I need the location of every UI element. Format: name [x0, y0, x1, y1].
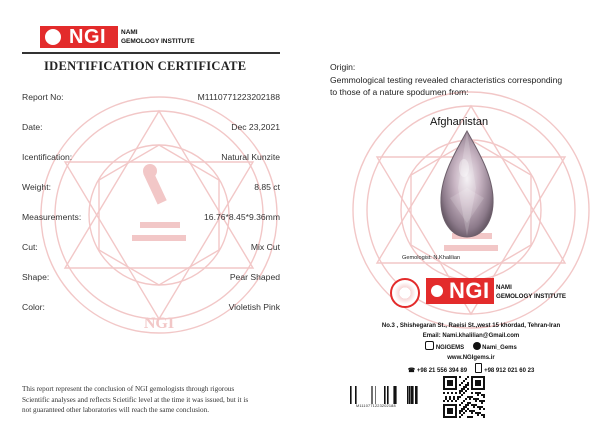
gemologist-name: Gemologist: N.Khalilian [402, 255, 461, 261]
contact-block [340, 322, 602, 377]
field-value: Pear Shaped [229, 272, 280, 282]
field-label: Report No: [22, 92, 64, 102]
contact-email: Email: Nami.khalilian@Gmail.com [422, 332, 520, 339]
origin-text-line1: Gemmological testing revealed characteristics corresponding [330, 75, 563, 85]
field-value: Mix Cut [250, 242, 280, 252]
field-value: Dec 23,2021 [231, 122, 280, 132]
field-value: 8.85 ct [254, 182, 280, 192]
instagram-icon [425, 341, 434, 350]
field-value: 16.76*8.45*9.36mm [204, 212, 280, 222]
contact-phones [340, 363, 602, 377]
qr-code-icon [443, 376, 485, 418]
ngi-emblem-icon [43, 27, 63, 47]
field-label: Shape: [22, 272, 50, 282]
disclaimer-line: Scientific analyses and reflects Scietific level at the time it was issued, but it is [22, 395, 249, 404]
disclaimer-line: This report represent the conclusion of NGI gemologists through rigorous [22, 385, 235, 393]
header-logo [40, 26, 118, 48]
logo-text: NGI [69, 25, 107, 48]
footer-logo-text: NGI [449, 278, 490, 303]
field-label: Color: [22, 302, 45, 312]
phone-icon: ☎ [407, 368, 416, 374]
origin-label: Origin: [330, 62, 356, 72]
seal-emblem-icon [390, 278, 420, 308]
field-value: M1110771223202188 [197, 92, 280, 102]
institute-line2: GEMOLOGY INSTITUTE [121, 38, 195, 45]
field-value: Natural Kunzite [221, 152, 280, 162]
field-label: Icentification: [22, 152, 73, 162]
footer-institute-name [496, 283, 566, 301]
watermark-center-text: NGI [143, 315, 175, 332]
disclaimer [22, 384, 290, 416]
footer-institute-line2: GEMOLOGY INSTITUTE [496, 293, 567, 300]
field-value: Violetish Pink [228, 302, 280, 312]
gemstone-image [438, 128, 496, 240]
ngi-emblem-small-icon [429, 283, 445, 299]
field-label: Cut: [22, 242, 38, 252]
barcode-text: M1110771223202188 [356, 404, 396, 408]
disclaimer-line: not guaranteed other laboratories will reach the same conclusion. [22, 406, 210, 414]
origin-text-line2: to those of a nature spodumen from: [330, 87, 469, 97]
certificate-title: IDENTIFICATION CERTIFICATE [44, 59, 247, 73]
field-label: Weight: [22, 182, 51, 192]
field-label: Date: [22, 122, 43, 132]
instagram-handle[interactable]: NGIGEMS [435, 345, 465, 351]
footer-institute-line1: NAMI [496, 284, 512, 291]
mobile-icon [475, 363, 482, 373]
header-institute-name [121, 28, 195, 46]
contact-social [340, 341, 602, 354]
origin-country: Afghanistan [430, 116, 489, 128]
institute-line1: NAMI [121, 29, 138, 36]
telegram-handle[interactable]: Nami_Gems [482, 345, 517, 351]
mobile-number: +98 912 021 60 23 [484, 368, 535, 374]
origin-description [330, 74, 610, 98]
footer-logo [426, 278, 494, 304]
contact-website[interactable]: www.NGIgems.ir [447, 354, 495, 361]
contact-address: No.3 , Shishegaran St., Raeisi St.,west 15 khordad, Tehran-Iran [381, 323, 561, 329]
telegram-icon [473, 342, 481, 350]
barcode-icon [350, 386, 420, 404]
field-label: Measurements: [22, 212, 82, 222]
phone-number: +98 21 556 394 89 [416, 368, 468, 374]
header-rule [22, 52, 280, 54]
